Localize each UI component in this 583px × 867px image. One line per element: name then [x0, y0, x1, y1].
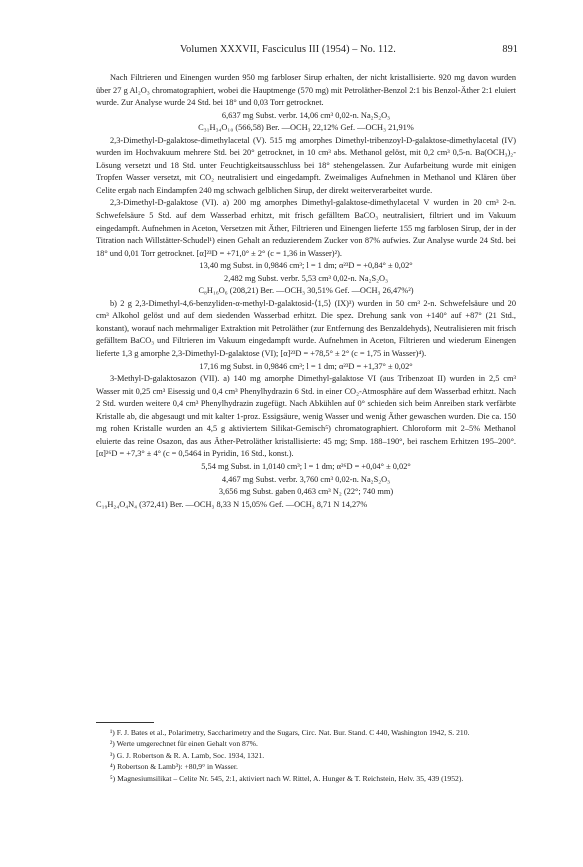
page-number: 891	[502, 44, 518, 55]
footnote-divider	[96, 722, 154, 723]
formula-line: C₁₉H₂₄O₄N₄ (372,41) Ber. —OCH₃ 8,33 N 15,05% Gef. —OCH₃ 8,71 N 14,27%	[96, 499, 368, 509]
page-body	[96, 72, 516, 511]
paragraph-osazon: 3-Methyl-D-galaktosazon (VII). a) 140 mg amorphe Dimethyl-galaktose VI (aus Tribenzoat II) wurden in 2,5 cm³ Wasser mit 0,25 cm³ Eisessig und 0,4 cm³ Phenylhydrazin 6 Std. in einer CO₂-Atmosphäre auf dem Wasserbad erhitzt. Nach 2 Std. wurden weitere 0,4 cm³ Phenylhydrazin zugefügt. Nach Abkühlen auf 0° schieden sich beim Anreiben stark verfärbte Kristalle ab, die abgesaugt und mit kalter 1-proz. Essigsäure, wenig Wasser und wenig Äther gewaschen wurden. Die ca. 150 mg rohen Kristalle wurden an 4,5 g aktiviertem Silikat-Gemisch⁵) chromatographiert. Chloroform mit 2–5% Methanol eluierte das reine Osazon, das aus Äther-Petroläther kristallisierte: 45 mg; Smp. 188–190°, bei raschem Erhitzen 195–200°. [α]²⁶D = +7,3° ± 4° (c = 0,5464 in Pyridin, 16 Std., konst.).	[96, 374, 516, 459]
analysis-line: 6,637 mg Subst. verbr. 14,06 cm³ 0,02-n. Na₂S₂O₃	[221, 110, 391, 120]
rotation-line: 17,16 mg Subst. in 0,9846 cm³; l = 1 dm; α²³D = +1,37° ± 0,02°	[199, 361, 413, 371]
paragraph-dimethylgalaktose-a: 2,3-Dimethyl-D-galaktose (VI). a) 200 mg amorphes Dimethyl-galaktose-dimethylacetal V wurden in 20 cm³ 2-n. Schwefelsäure 5 Std. auf dem Wasserbad erhitzt, mit frisch gefälltem BaCO₃ neutralisiert, filtriert und im Vakuum eingedampft. Aufnehmen in Aceton, Versetzen mit Äther, Filtrieren und Einengen lieferte 155 mg farblosen Sirup, der in der Titration nach Willstätter-Schudel¹) einen Gehalt an reduzierendem Zucker von 87% aufwies. Zur Analyse wurde 24 Std. bei 18° und 0,01 Torr getrocknet. [α]²³D = +71,0° ± 2° (c = 1,36 in Wasser)²).	[96, 198, 516, 258]
footnote: ¹) F. J. Bates et al., Polarimetry, Saccharimetry and the Sugars, Circ. Nat. Bur. Stand. C 440, Washington 1942, S. 210.	[110, 728, 470, 737]
footnote: ⁴) Robertson & Lamb³): +80,9° in Wasser.	[110, 762, 238, 772]
formula-line: C₈H₁₆O₆ (208,21) Ber. —OCH₃ 30,51% Gef. —OCH₃ 26,47%²)	[198, 286, 414, 296]
rotation-line: 13,40 mg Subst. in 0,9846 cm³; l = 1 dm; α²³D = +0,84° ± 0,02°	[199, 261, 413, 271]
formula-line: C₃₁H₃₄O₁₀ (566,58) Ber. —OCH₃ 22,12% Gef. —OCH₃ 21,91%	[198, 123, 414, 133]
analysis-line: 2,482 mg Subst. verbr. 5,53 cm³ 0,02-n. Na₂S₂O₃	[224, 273, 388, 283]
paragraph-sirup: Nach Filtrieren und Einengen wurden 950 mg farbloser Sirup erhalten, der nicht kristallisierte. 920 mg davon wurden über 27 g Al₂O₃ chromatographiert, wobei die Hauptmenge (570 mg) mit Petroläther-Benzol 2:1 bis Benzol-Äther 2:1 eluiert wurde. Zur Analyse wurde 24 Std. bei 18° und 0,03 Torr getrocknet.	[96, 73, 516, 108]
footnotes	[96, 722, 516, 784]
analysis-line: 3,656 mg Subst. gaben 0,463 cm³ N₂ (22°; 740 mm)	[218, 487, 394, 497]
paragraph-dimethylacetal: 2,3-Dimethyl-D-galaktose-dimethylacetal (V). 515 mg amorphes Dimethyl-tribenzoyl-D-galaktose-dimethylacetal (IV) wurden im Hochvakuum mehrere Std. bei 20° getrocknet, in 10 cm³ abs. Methanol gelöst, mit 0,2 cm³ 0,5-n. Ba(OCH₃)₂-Lösung versetzt und 18 Std. unter Feuchtigkeitsausschluss bei 18° stehengelassen. Zur Aufarbeitung wurde mit einigen Tropfen Wasser versetzt, mit CO₂ neutralisiert und eingedampft. Zweimaliges Aufnehmen in Methanol und Klären über Celite ergab nach Eindampfen 240 mg schwach gelblichen Sirup, der direkt weiterverarbeitet wurde.	[96, 135, 516, 195]
running-title: Volumen XXXVII, Fasciculus III (1954) – No. 112.	[180, 44, 396, 55]
footnote: ²) Werte umgerechnet für einen Gehalt von 87%.	[110, 739, 258, 749]
rotation-line: 5,54 mg Subst. in 1,0140 cm³; l = 1 dm; α²⁶D = +0,04° ± 0,02°	[201, 461, 411, 471]
analysis-line: 4,467 mg Subst. verbr. 3,760 cm³ 0,02-n. Na₂S₂O₃	[221, 474, 391, 484]
footnote: ⁵) Magnesiumsilikat – Celite Nr. 545, 2:1, aktiviert nach W. Rittel, A. Hunger & T. Reichstein, Helv. 35, 439 (1952).	[110, 773, 464, 783]
footnote: ³) G. J. Robertson & R. A. Lamb, Soc. 1934, 1321.	[110, 750, 265, 760]
paragraph-dimethylgalaktose-b: b) 2 g 2,3-Dimethyl-4,6-benzyliden-α-methyl-D-galaktosid-⟨1,5⟩ (IX)³) wurden in 50 cm³ 2-n. Schwefelsäure und 20 cm³ Alkohol gelöst und auf dem siedenden Wasserbad erhitzt. Die spez. Drehung sank von +140° auf +87° (21 Std., konstant), worauf nach mehrmaliger Extraktion mit Petroläther (zur Entfernung des Benzaldehyds), Neutralisieren mit frisch gefälltem BaCO₃ und Filtrieren im Vakuum eingedampft wurde. Aufnehmen in Aceton, Filtrieren und wiederum Einengen lieferte 1,3 g amorphe 2,3-Dimethyl-D-galaktose (VI); [α]²³D = +78,5° ± 2° (c = 1,75 in Wasser)⁴).	[96, 298, 516, 359]
